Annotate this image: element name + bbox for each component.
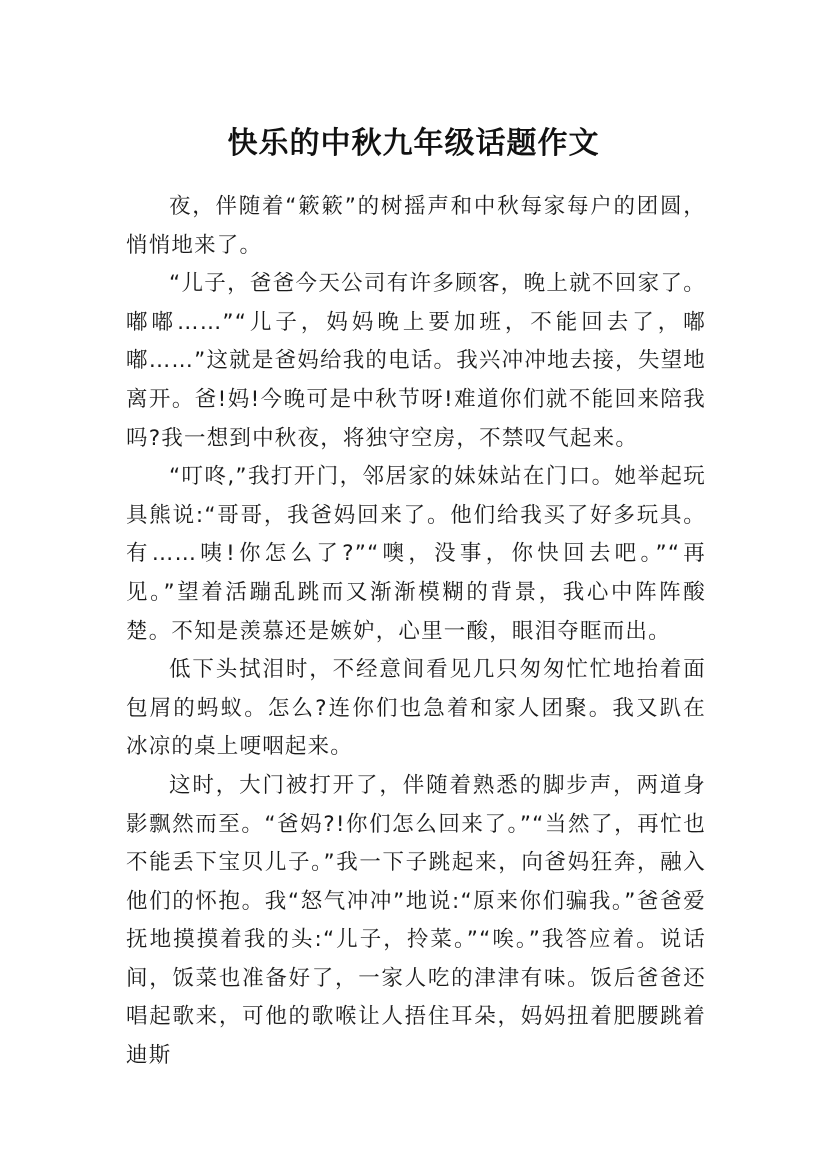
paragraph-2: “儿子，爸爸今天公司有许多顾客，晚上就不回家了。嘟嘟……”“儿子，妈妈晚上要加班，不能回去了，嘟嘟……”这就是爸妈给我的电话。我兴冲冲地去接，失望地离开。爸!妈!今晚可是中秋节呀!难道你们就不能回来陪我吗?我一想到中秋夜，将独守空房，不禁叹气起来。	[126, 271, 706, 451]
essay-body	[126, 188, 706, 1076]
paragraph-5: 这时，大门被打开了，伴随着熟悉的脚步声，两道身影飘然而至。“爸妈?!你们怎么回来了。”“当然了，再忙也不能丢下宝贝儿子。”我一下子跳起来，向爸妈狂奔，融入他们的怀抱。我“怒气冲冲”地说:“原来你们骗我。”爸爸爱抚地摸摸着我的头:“儿子，拎菜。”“唉。”我答应着。说话间，饭菜也准备好了，一家人吃的津津有味。饭后爸爸还唱起歌来，可他的歌喉让人捂住耳朵，妈妈扭着肥腰跳着迪斯	[126, 772, 706, 1069]
document-title: 快乐的中秋九年级话题作文	[227, 126, 600, 162]
paragraph-3: “叮咚,”我打开门，邻居家的妹妹站在门口。她举起玩具熊说:“哥哥，我爸妈回来了。他们给我买了好多玩具。有……咦!你怎么了?”“噢，没事，你快回去吧。”“再见。”望着活蹦乱跳而又渐渐模糊的背景，我心中阵阵酸楚。不知是羡慕还是嫉妒，心里一酸，眼泪夺眶而出。	[126, 464, 706, 644]
paragraph-4: 低下头拭泪时，不经意间看见几只匆匆忙忙地抬着面包屑的蚂蚁。怎么?连你们也急着和家人团聚。我又趴在冰凉的桌上哽咽起来。	[126, 657, 706, 760]
paragraph-1: 夜，伴随着“簌簌”的树摇声和中秋每家每户的团圆，悄悄地来了。	[126, 194, 706, 258]
